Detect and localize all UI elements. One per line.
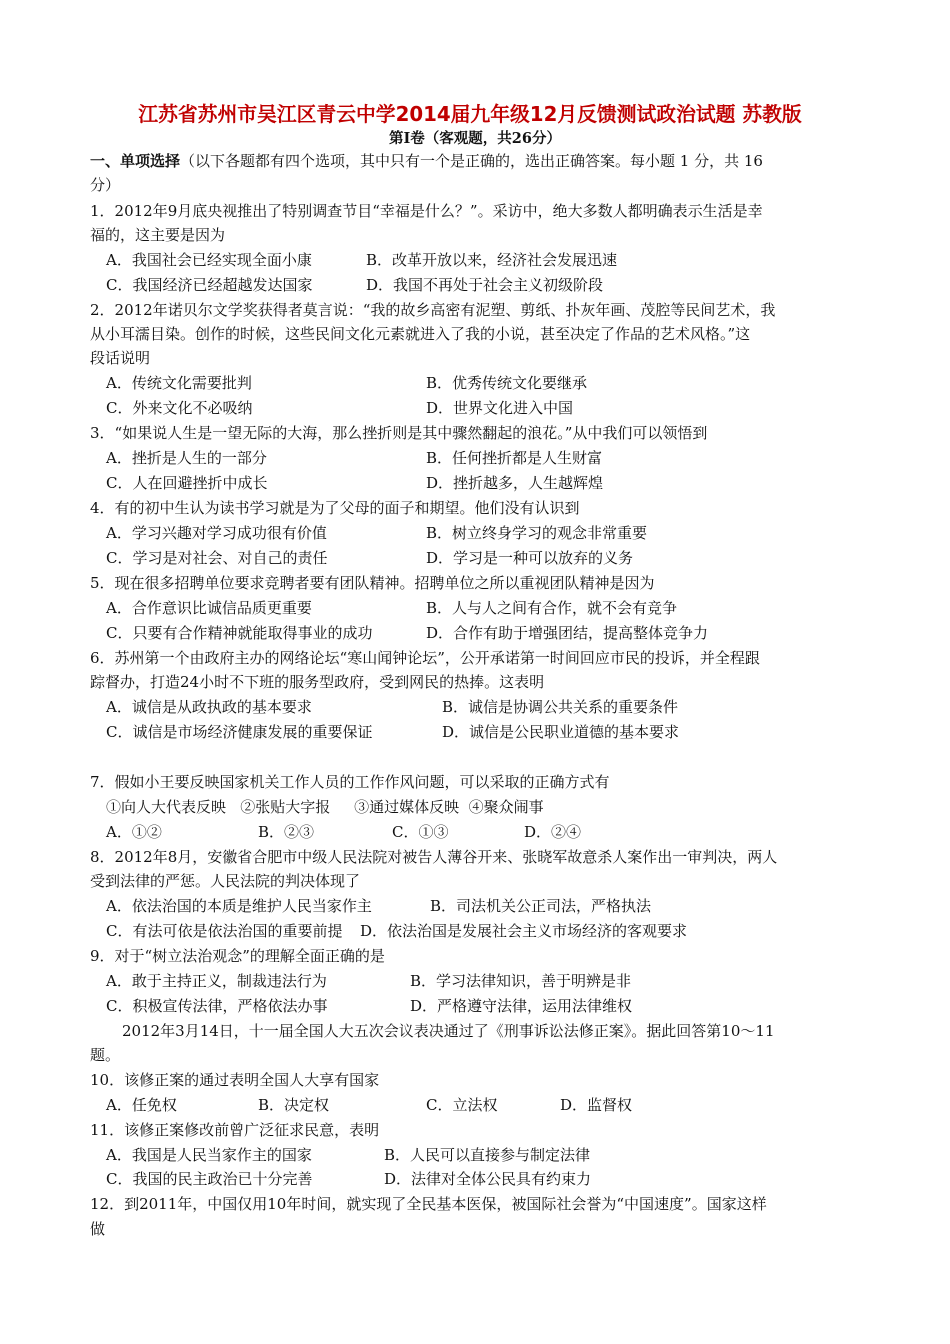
section-intro: （以下各题都有四个选项，其中只有一个是正确的，选出正确答案。每小题 1 分，共 16 bbox=[180, 152, 763, 170]
question-8-option-b: B．司法机关公正司法，严格执法 bbox=[430, 897, 652, 915]
question-2-stem-cont2: 段话说明 bbox=[90, 349, 151, 367]
question-5-option-c: C．只要有合作精神就能取得事业的成功 bbox=[106, 624, 373, 642]
question-3-option-b: B．任何挫折都是人生财富 bbox=[426, 449, 603, 467]
question-2-stem-cont: 从小耳濡目染。创作的时候，这些民间文化元素就进入了我的小说，甚至决定了作品的艺术风格。”这 bbox=[90, 325, 751, 343]
material-paragraph-cont: 题。 bbox=[90, 1046, 121, 1064]
question-2-option-d: D．世界文化进入中国 bbox=[426, 399, 574, 417]
question-6-stem: 6．苏州第一个由政府主办的网络论坛“寒山闻钟论坛”，公开承诺第一时间回应市民的投诉，并全程跟 bbox=[90, 649, 760, 667]
question-3-option-a: A．挫折是人生的一部分 bbox=[106, 449, 267, 467]
question-9-option-b: B．学习法律知识，善于明辨是非 bbox=[410, 972, 632, 990]
question-4-option-a: A．学习兴趣对学习成功很有价值 bbox=[106, 524, 327, 542]
question-4-option-b: B．树立终身学习的观念非常重要 bbox=[426, 524, 648, 542]
question-1-option-a: A．我国社会已经实现全面小康 bbox=[106, 251, 312, 269]
question-11-option-a: A．我国是人民当家作主的国家 bbox=[106, 1146, 312, 1164]
section-heading: 一、单项选择 bbox=[90, 152, 181, 170]
question-7-option-d: D．②④ bbox=[524, 823, 582, 841]
question-7-choices: ①向人大代表反映 ②张贴大字报 ③通过媒体反映 ④聚众闹事 bbox=[106, 798, 544, 816]
question-2-option-a: A．传统文化需要批判 bbox=[106, 374, 252, 392]
question-1-stem: 1．2012年9月底央视推出了特别调查节目“幸福是什么？”。采访中，绝大多数人都明确表示生活是幸 bbox=[90, 202, 763, 220]
question-3-option-c: C．人在回避挫折中成长 bbox=[106, 474, 268, 492]
question-4-option-d: D．学习是一种可以放弃的义务 bbox=[426, 549, 634, 567]
question-3-option-d: D．挫折越多，人生越辉煌 bbox=[426, 474, 604, 492]
question-8-stem: 8．2012年8月，安徽省合肥市中级人民法院对被告人薄谷开来、张晓军故意杀人案作出一审判决，两人 bbox=[90, 848, 778, 866]
question-7-stem: 7．假如小王要反映国家机关工作人员的工作作风问题，可以采取的正确方式有 bbox=[90, 773, 610, 791]
question-8-option-c: C．有法可依是依法治国的重要前提 bbox=[106, 922, 343, 940]
section-intro-cont: 分） bbox=[90, 176, 121, 194]
question-10-option-a: A．任免权 bbox=[106, 1096, 177, 1114]
question-10-option-c: C．立法权 bbox=[426, 1096, 498, 1114]
question-9-stem: 9．对于“树立法治观念”的理解全面正确的是 bbox=[90, 947, 385, 965]
question-6-option-b: B．诚信是协调公共关系的重要条件 bbox=[442, 698, 679, 716]
question-7-option-b: B．②③ bbox=[258, 823, 315, 841]
question-11-option-d: D．法律对全体公民具有约束力 bbox=[384, 1170, 592, 1188]
question-12-stem: 12．到2011年，中国仅用10年时间，就实现了全民基本医保，被国际社会誉为“中国速度”。国家这样 bbox=[90, 1195, 767, 1213]
question-1-option-d: D．我国不再处于社会主义初级阶段 bbox=[366, 276, 604, 294]
question-11-option-b: B．人民可以直接参与制定法律 bbox=[384, 1146, 591, 1164]
question-2-stem: 2．2012年诺贝尔文学奖获得者莫言说：“我的故乡高密有泥塑、剪纸、扑灰年画、茂腔等民间艺术，我 bbox=[90, 301, 776, 319]
question-1-stem-cont: 福的，这主要是因为 bbox=[90, 226, 226, 244]
question-5-stem: 5．现在很多招聘单位要求竞聘者要有团队精神。招聘单位之所以重视团队精神是因为 bbox=[90, 574, 655, 592]
question-1-option-b: B．改革开放以来，经济社会发展迅速 bbox=[366, 251, 618, 269]
exam-title: 江苏省苏州市吴江区青云中学2014届九年级12月反馈测试政治试题 苏教版 bbox=[138, 102, 802, 126]
material-paragraph: 2012年3月14日，十一届全国人大五次会议表决通过了《刑事诉讼法修正案》。据此回答第10～11 bbox=[122, 1022, 775, 1040]
question-4-option-c: C．学习是对社会、对自己的责任 bbox=[106, 549, 328, 567]
question-1-option-c: C．我国经济已经超越发达国家 bbox=[106, 276, 313, 294]
question-7-option-a: A．①② bbox=[106, 823, 162, 841]
question-8-option-d: D．依法治国是发展社会主义市场经济的客观要求 bbox=[360, 922, 688, 940]
question-6-option-a: A．诚信是从政执政的基本要求 bbox=[106, 698, 312, 716]
question-6-stem-cont: 踪督办，打造24小时不下班的服务型政府，受到网民的热捧。这表明 bbox=[90, 673, 545, 691]
question-7-option-c: C．①③ bbox=[392, 823, 449, 841]
question-9-option-c: C．积极宣传法律，严格依法办事 bbox=[106, 997, 328, 1015]
question-5-option-b: B．人与人之间有合作，就不会有竞争 bbox=[426, 599, 678, 617]
question-12-stem-cont: 做 bbox=[90, 1220, 106, 1238]
question-5-option-a: A．合作意识比诚信品质更重要 bbox=[106, 599, 312, 617]
section-instructions bbox=[90, 150, 763, 172]
question-3-stem: 3．“如果说人生是一望无际的大海，那么挫折则是其中骤然翻起的浪花。”从中我们可以领悟到 bbox=[90, 424, 708, 442]
question-6-option-d: D．诚信是公民职业道德的基本要求 bbox=[442, 723, 680, 741]
question-11-option-c: C．我国的民主政治已十分完善 bbox=[106, 1170, 313, 1188]
question-5-option-d: D．合作有助于增强团结，提高整体竞争力 bbox=[426, 624, 709, 642]
question-10-stem: 10．该修正案的通过表明全国人大享有国家 bbox=[90, 1071, 380, 1089]
question-9-option-a: A．敢于主持正义，制裁违法行为 bbox=[106, 972, 327, 990]
paper-section-title: 第Ⅰ卷（客观题，共26分） bbox=[389, 130, 561, 147]
question-8-stem-cont: 受到法律的严惩。人民法院的判决体现了 bbox=[90, 872, 361, 890]
question-11-stem: 11．该修正案修改前曾广泛征求民意，表明 bbox=[90, 1121, 380, 1139]
question-9-option-d: D．严格遵守法律，运用法律维权 bbox=[410, 997, 633, 1015]
question-6-option-c: C．诚信是市场经济健康发展的重要保证 bbox=[106, 723, 373, 741]
question-8-option-a: A．依法治国的本质是维护人民当家作主 bbox=[106, 897, 372, 915]
question-2-option-b: B．优秀传统文化要继承 bbox=[426, 374, 588, 392]
question-10-option-b: B．决定权 bbox=[258, 1096, 330, 1114]
question-10-option-d: D．监督权 bbox=[560, 1096, 633, 1114]
question-2-option-c: C．外来文化不必吸纳 bbox=[106, 399, 253, 417]
question-4-stem: 4．有的初中生认为读书学习就是为了父母的面子和期望。他们没有认识到 bbox=[90, 499, 580, 517]
